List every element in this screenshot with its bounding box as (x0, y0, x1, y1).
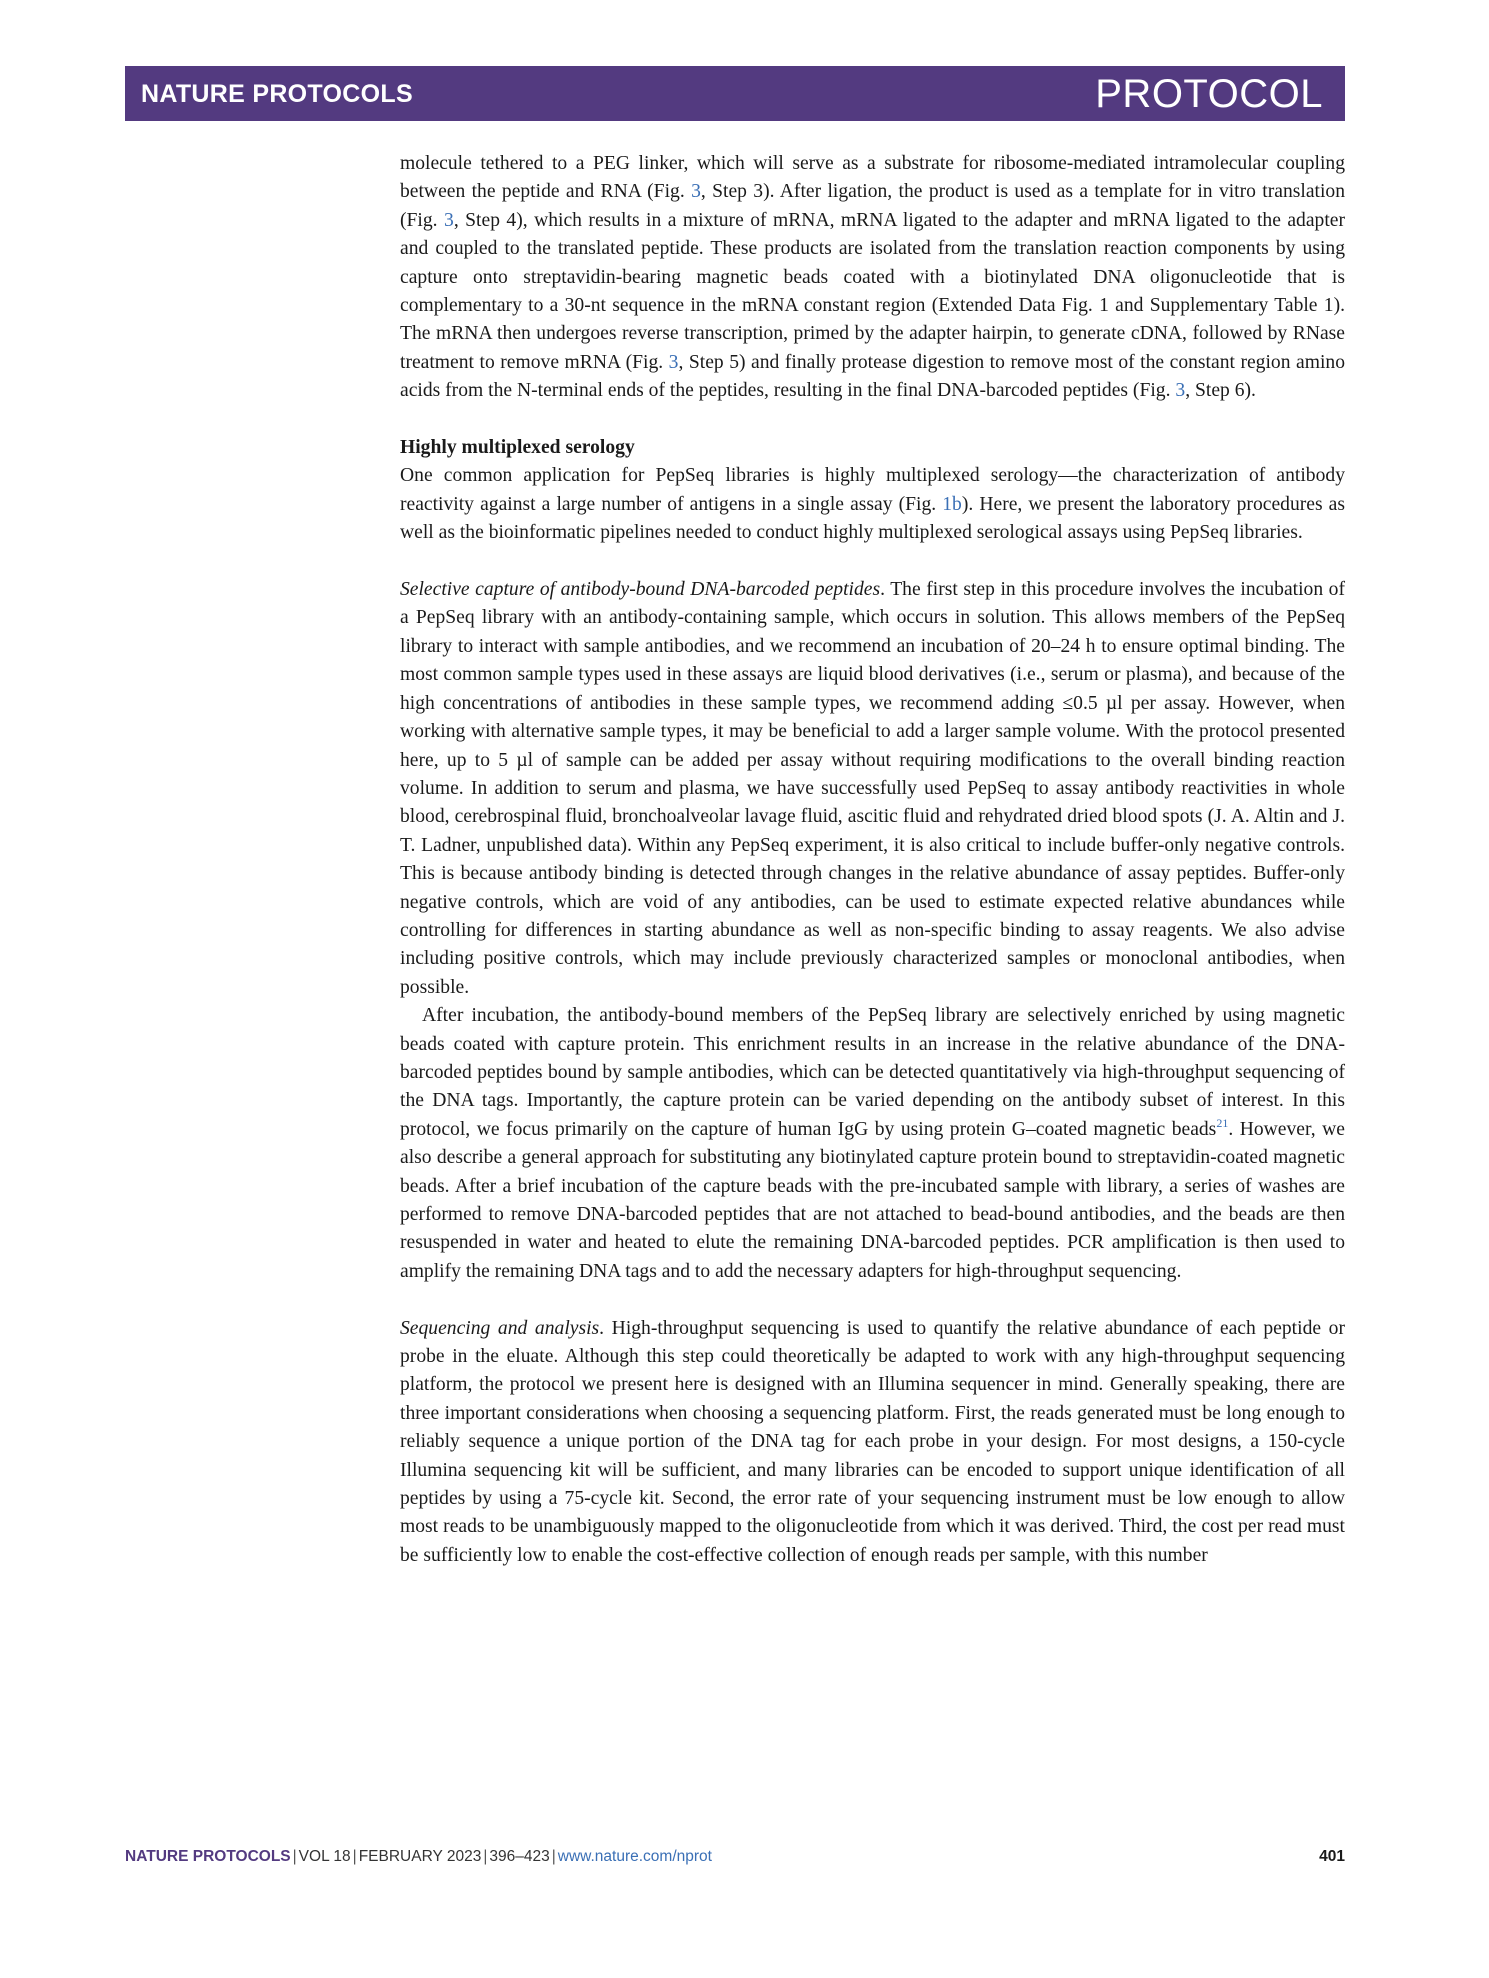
footer-date: FEBRUARY 2023 (358, 1848, 482, 1865)
subsection-heading: Selective capture of antibody-bound DNA-barcoded peptides (400, 579, 881, 601)
paragraph-serology: One common application for PepSeq libraries is highly multiplexed serology—the characterization of antibody reactivity against a large number of antigens in a single assay (Fig. 1b). Here, we present the laboratory procedures as well as the bioinformatic pipelines needed to conduct highly multiplexed serological assays using PepSeq libraries. (400, 465, 1345, 544)
page-number: 401 (1319, 1848, 1345, 1865)
spacer (400, 548, 1345, 576)
article-type-label: PROTOCOL (1095, 72, 1323, 116)
paragraph-enrichment: After incubation, the antibody-bound members of the PepSeq library are selectively enriched by using magnetic beads coated with capture protein. This enrichment results in an increase in the relative abundance of the DNA-barcoded peptides bound by sample antibodies, which can be detected quantitatively via high-throughput sequencing of the DNA tags. Importantly, the capture protein can be varied depending on the antibody subset of interest. In this protocol, we focus primarily on the capture of human IgG by using protein G–coated magnetic beads$^{21}$. However, we also describe a general approach for substituting any biotinylated capture protein bound to streptavidin-coated magnetic beads. After a brief incubation of the capture beads with the pre-incubated sample with library, a series of washes are performed to remove DNA-barcoded peptides that are not attached to bead-bound antibodies, and the beads are then resuspended in water and heated to elute the remaining DNA-barcoded peptides. PCR amplification is then used to amplify the remaining DNA tags and to add the necessary adapters for high-throughput sequencing. (400, 1005, 1345, 1282)
footer-url-link[interactable]: www.nature.com/nprot (557, 1848, 712, 1865)
header-bar (125, 66, 1345, 121)
footer-volume: VOL 18 (298, 1848, 351, 1865)
subsection-heading: Sequencing and analysis (400, 1317, 600, 1339)
figure-link[interactable]: 3 (668, 351, 679, 373)
paragraph-sequencing: Sequencing and analysis. High-throughput sequencing is used to quantify the relative abundance of each peptide or probe in the eluate. Although this step could theoretically be adapted to work with any high-throughput sequencing platform, the protocol we present here is designed with an Illumina sequencer in mind. Generally speaking, there are three important considerations when choosing a sequencing platform. First, the reads generated must be long enough to reliably sequence a unique portion of the DNA tag for each probe in your design. For most designs, a 150-cycle Illumina sequencing kit will be sufficient, and many libraries can be encoded to support unique identification of all peptides by using a 75-cycle kit. Second, the error rate of your sequencing instrument must be low enough to allow most reads to be unambiguously mapped to the oligonucleotide from which it was derived. Third, the cost per read must be sufficiently low to enable the cost-effective collection of enough reads per sample, with this number (400, 1317, 1345, 1566)
spacer (400, 1286, 1345, 1314)
spacer (400, 406, 1345, 434)
section-heading: Highly multiplexed serology (400, 437, 635, 459)
footer-pages: 396–423 (489, 1848, 550, 1865)
figure-link[interactable]: 1b (942, 493, 962, 515)
figure-link[interactable]: 3 (1175, 380, 1186, 402)
article-body (400, 150, 1345, 1570)
figure-link[interactable]: 3 (444, 209, 454, 231)
paragraph-selective-capture: Selective capture of antibody-bound DNA-barcoded peptides. The first step in this procedure involves the incubation of a PepSeq library with an antibody-containing sample, which occurs in solution. This allows members of the PepSeq library to interact with sample antibodies, and we recommend an incubation of 20–24 h to ensure optimal binding. The most common sample types used in these assays are liquid blood derivatives (i.e., serum or plasma), and because of the high concentrations of antibodies in these sample types, we recommend adding ≤0.5 µl per assay. However, when working with alternative sample types, it may be beneficial to add a larger sample volume. With the protocol presented here, up to 5 µl of sample can be added per assay without requiring modifications to the overall binding reaction volume. In addition to serum and plasma, we have successfully used PepSeq to assay antibody reactivities in whole blood, cerebrospinal fluid, bronchoalveolar lavage fluid, ascitic fluid and rehydrated dried blood spots (J. A. Altin and J. T. Ladner, unpublished data). Within any PepSeq experiment, it is also critical to include buffer-only negative controls. This is because antibody binding is detected through changes in the relative abundance of assay peptides. Buffer-only negative controls, which are void of any antibodies, can be used to estimate expected relative abundances while controlling for differences in starting abundance as well as non-specific binding to assay reagents. We also advise including positive controls, which may include previously characterized samples or monoclonal antibodies, when possible. (400, 579, 1345, 998)
journal-name: NATURE PROTOCOLS (141, 80, 413, 108)
page-footer: NATURE PROTOCOLS | VOL 18 | FEBRUARY 2023 | 396–423 | www.nature.com/nprot 401 (125, 1848, 1345, 1865)
paragraph-intro: molecule tethered to a PEG linker, which will serve as a substrate for ribosome-mediated intramolecular coupling between the peptide and RNA (Fig. 3, Step 3). After ligation, the product is used as a template for in vitro translation (Fig. 3, Step 4), which results in a mixture of mRNA, mRNA ligated to the adapter and mRNA ligated to the adapter and coupled to the translated peptide. These products are isolated from the translation reaction components by using capture onto streptavidin-bearing magnetic beads coated with a biotinylated DNA oligonucleotide that is complementary to a 30-nt sequence in the mRNA constant region (Extended Data Fig. 1 and Supplementary Table 1). The mRNA then undergoes reverse transcription, primed by the adapter hairpin, to generate cDNA, followed by RNase treatment to remove mRNA (Fig. 3, Step 5) and finally protease digestion to remove most of the constant region amino acids from the N-terminal ends of the peptides, resulting in the final DNA-barcoded peptides (Fig. 3, Step 6). (400, 153, 1345, 402)
footer-journal: NATURE PROTOCOLS (125, 1848, 291, 1865)
reference-link[interactable]: 21 (1216, 1115, 1229, 1130)
figure-link[interactable]: 3 (691, 181, 701, 203)
